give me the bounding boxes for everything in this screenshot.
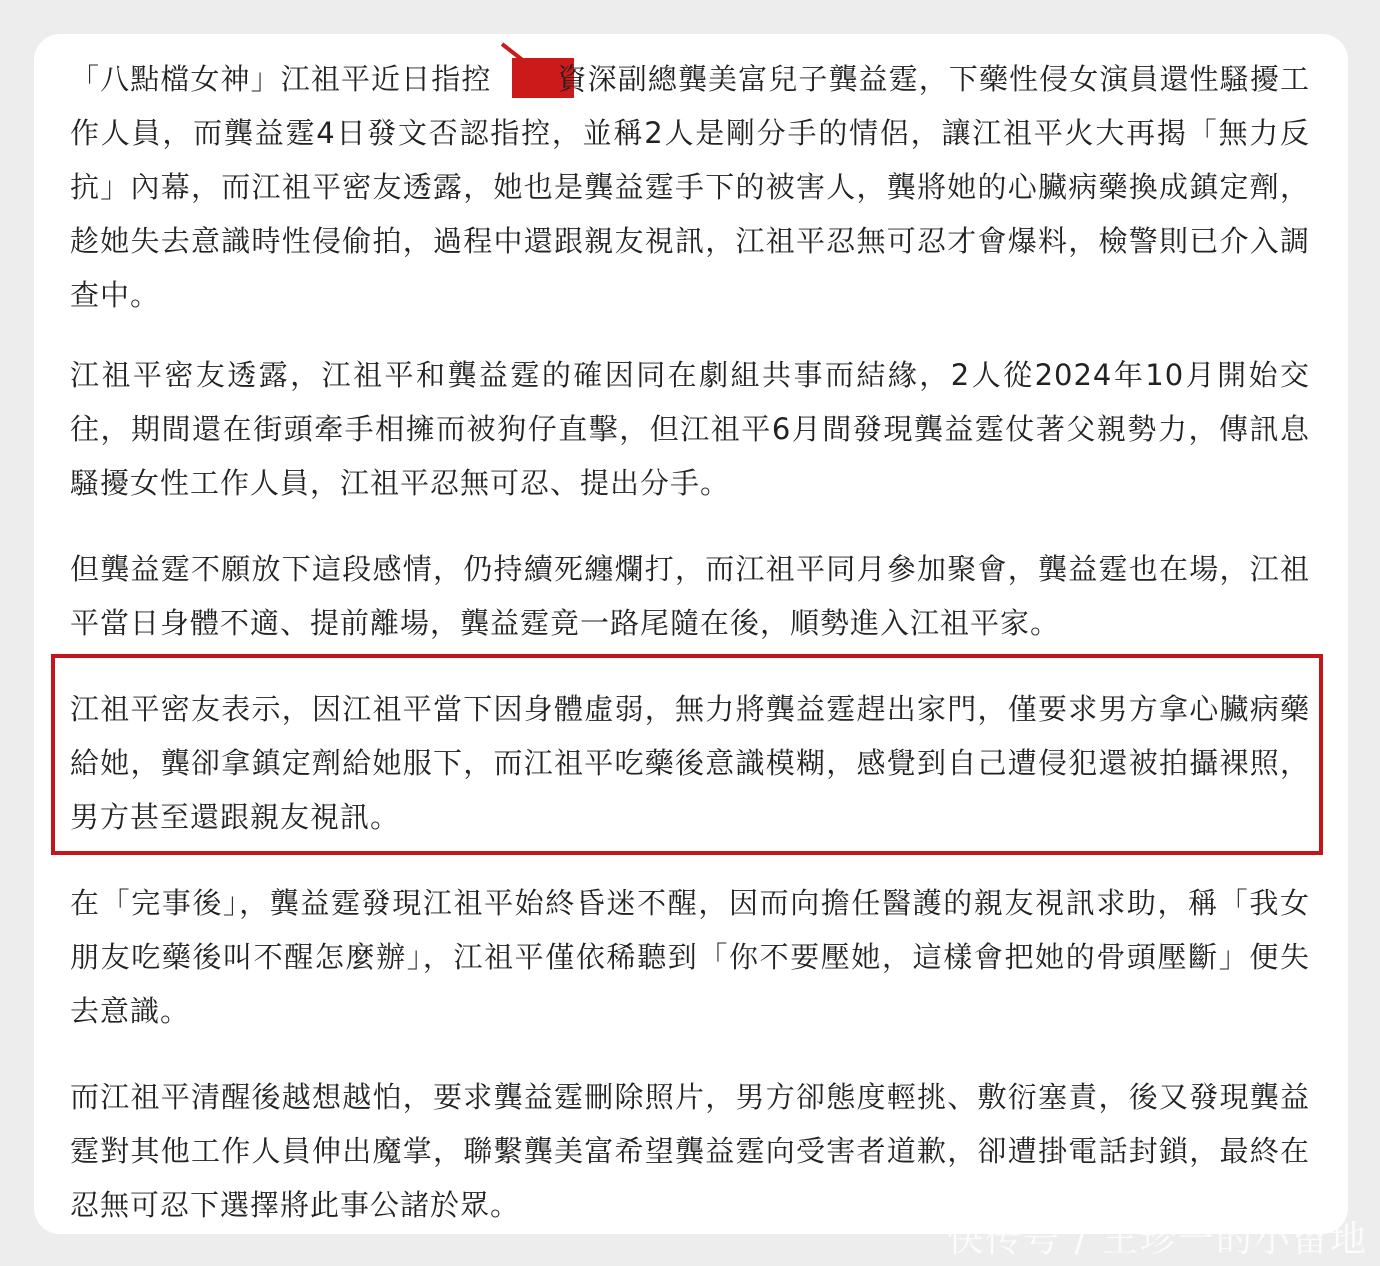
paragraph-2: 江祖平密友透露，江祖平和龔益霆的確因同在劇組共事而結緣，2人從2024年10月開始交往，期間還在街頭牽手相擁而被狗仔直擊，但江祖平6月間發現龔益霆仗著父親勢力，傳訊息騷擾女性工作人員，江祖平忍無可忍、提出分手。: [70, 358, 1311, 500]
paragraph-6: 而江祖平清醒後越想越怕，要求龔益霆刪除照片，男方卻態度輕挑、敷衍塞責，後又發現龔益霆對其他工作人員伸出魔掌，聯繫龔美富希望龔益霆向受害者道歉，卻遭掛電話封鎖，最終在忍無可忍下選擇將此事公諸於眾。: [70, 1080, 1310, 1222]
article-card: [34, 34, 1348, 1234]
paragraph-1-part-2: 資深副總龔美富兒子龔益霆，下藥性侵女演員還性騷擾工作人員，而龔益霆4日發文否認指控，並稱2人是剛分手的情侶，讓江祖平火大再揭「無力反抗」內幕，而江祖平密友透露，她也是龔益霆手下的被害人，龔將她的心臟病藥換成鎮定劑，趁她失去意識時性侵偷拍，過程中還跟親友視訊，江祖平忍無可忍才會爆料，檢警則已介入調查中。: [70, 62, 1310, 312]
paragraph-1: [70, 52, 1310, 322]
paragraph-5: 在「完事後」，龔益霆發現江祖平始終昏迷不醒，因而向擔任醫護的親友視訊求助，稱「我女朋友吃藥後叫不醒怎麼辦」，江祖平僅依稀聽到「你不要壓她，這樣會把她的骨頭壓斷」便失去意識。: [70, 886, 1310, 1028]
paragraph-4-highlighted: 江祖平密友表示，因江祖平當下因身體虛弱，無力將龔益霆趕出家門，僅要求男方拿心臟病藥給她，龔卻拿鎮定劑給她服下，而江祖平吃藥後意識模糊，感覺到自己遭侵犯還被拍攝裸照，男方甚至還跟親友視訊。: [70, 692, 1310, 834]
watermark: 快传号 / 王珍一的小留地: [946, 1219, 1368, 1260]
paragraph-1-part-1: 「八點檔女神」江祖平近日指控: [70, 62, 492, 96]
paragraph-3: 但龔益霆不願放下這段感情，仍持續死纏爛打，而江祖平同月參加聚會，龔益霆也在場，江祖平當日身體不適、提前離場，龔益霆竟一路尾隨在後，順勢進入江祖平家。: [70, 552, 1310, 640]
